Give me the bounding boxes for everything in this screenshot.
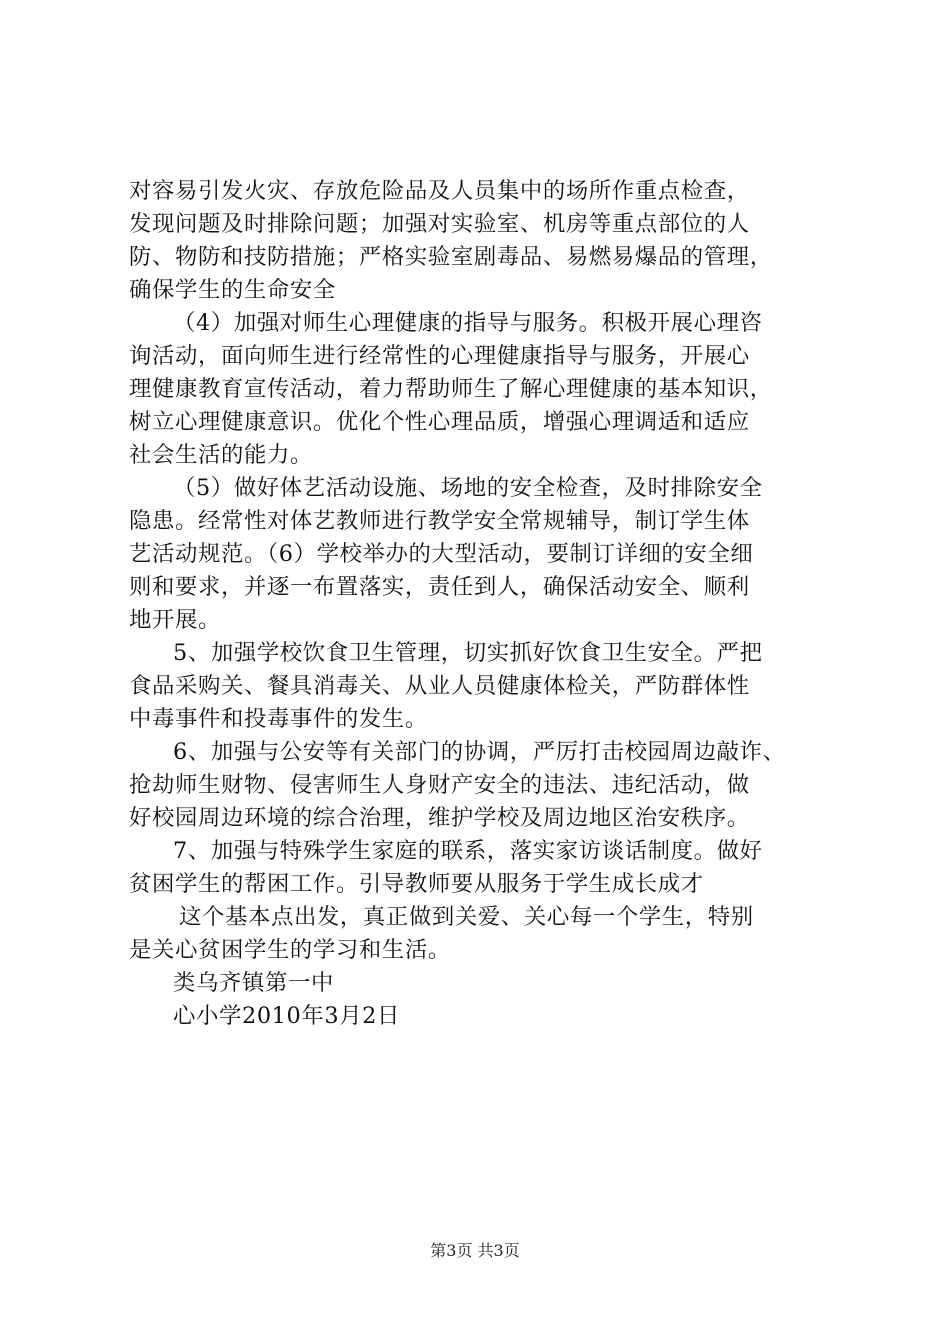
text-line: 对容易引发火灾、存放危险品及人员集中的场所作重点检查， xyxy=(129,178,750,204)
text-line: （5）做好体艺活动设施、场地的安全检查，及时排除安全 xyxy=(173,475,763,501)
text-line: 社会生活的能力。 xyxy=(129,442,313,468)
text-line: 树立心理健康意识。优化个性心理品质，增强心理调适和适应 xyxy=(129,409,750,435)
text-line: 艺活动规范。（6）学校举办的大型活动，要制订详细的安全细 xyxy=(129,541,754,567)
text-line: 发现问题及时排除问题；加强对实验室、机房等重点部位的人 xyxy=(129,211,750,237)
text-line: 7、加强与特殊学生家庭的联系，落实家访谈话制度。做好 xyxy=(173,838,763,864)
text-line: 询活动，面向师生进行经常性的心理健康指导与服务，开展心 xyxy=(129,343,750,369)
text-line: 是关心贫困学生的学习和生活。 xyxy=(129,937,451,963)
text-line: 隐患。经常性对体艺教师进行教学安全常规辅导，制订学生体 xyxy=(129,508,750,534)
text-line: 好校园周边环境的综合治理，维护学校及周边地区治安秩序。 xyxy=(129,805,750,831)
text-line: 5、加强学校饮食卫生管理，切实抓好饮食卫生安全。严把 xyxy=(173,640,763,666)
text-line: （4）加强对师生心理健康的指导与服务。积极开展心理咨 xyxy=(173,310,763,336)
page-number: 第3页 共3页 xyxy=(430,1241,520,1260)
text-line: 地开展。 xyxy=(129,607,221,633)
text-line: 贫困学生的帮困工作。引导教师要从服务于学生成长成才 xyxy=(129,871,704,897)
text-line: 食品采购关、餐具消毒关、从业人员健康体检关，严防群体性 xyxy=(129,673,750,699)
text-line: 理健康教育宣传活动，着力帮助师生了解心理健康的基本知识， xyxy=(129,376,773,402)
text-line: 确保学生的生命安全 xyxy=(129,277,336,303)
document-body xyxy=(129,175,831,1033)
text-line: 中毒事件和投毒事件的发生。 xyxy=(129,706,428,732)
text-line: 抢劫师生财物、侵害师生人身财产安全的违法、违纪活动，做 xyxy=(129,772,750,798)
text-line: 则和要求，并逐一布置落实，责任到人，确保活动安全、顺利 xyxy=(129,574,750,600)
text-line: 防、物防和技防措施；严格实验室剧毒品、易燃易爆品的管理， xyxy=(129,244,773,270)
text-line: 这个基本点出发，真正做到关爱、关心每一个学生，特别 xyxy=(179,904,754,930)
page-footer xyxy=(0,1241,950,1261)
signature-line: 类乌齐镇第一中 xyxy=(173,970,334,996)
text-line: 6、加强与公安等有关部门的协调，严厉打击校园周边敲诈、 xyxy=(173,739,786,765)
date-line: 心小学2010年3月2日 xyxy=(173,1003,401,1029)
